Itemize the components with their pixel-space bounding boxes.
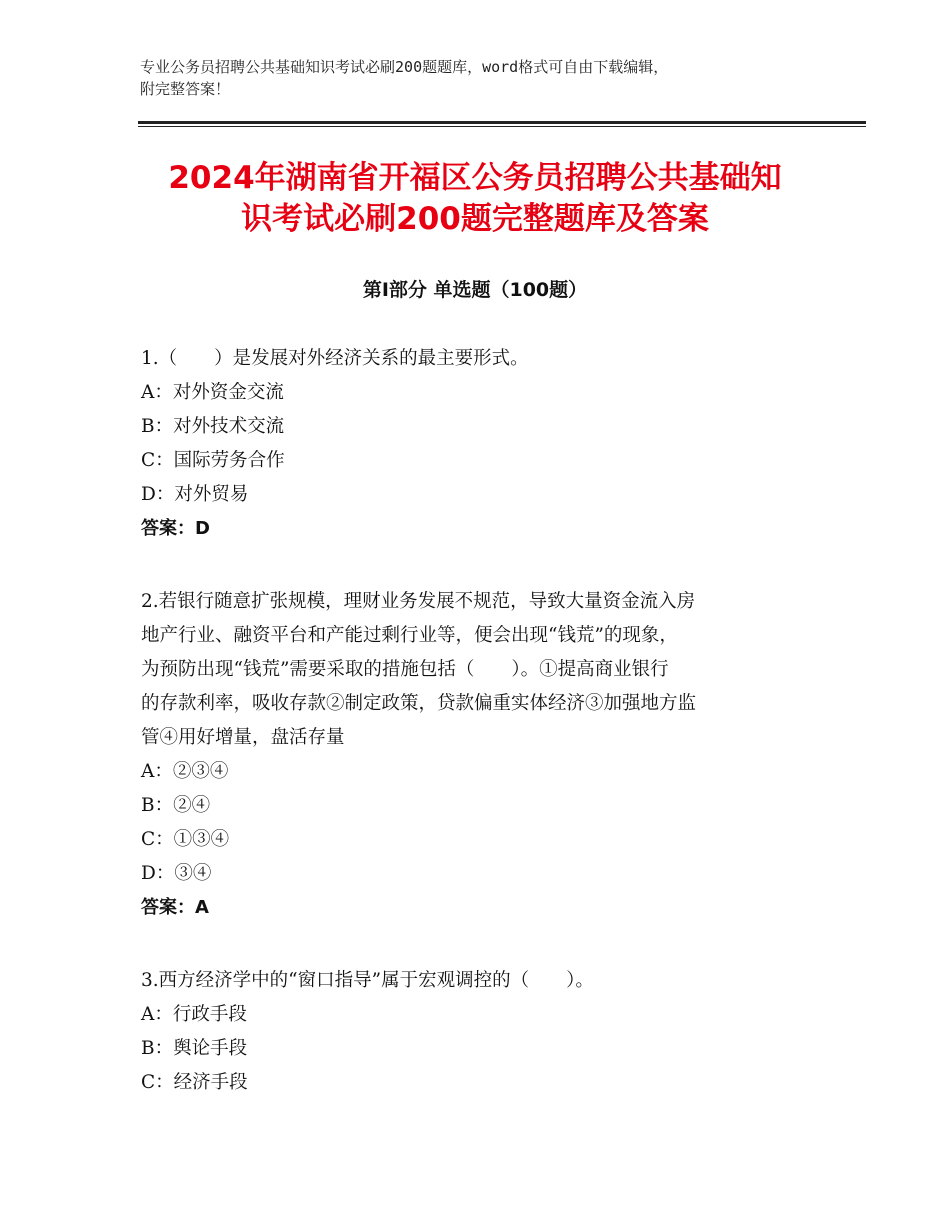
question-1-option-c: C：国际劳务合作 xyxy=(141,450,285,471)
question-1 xyxy=(141,342,801,546)
question-gap xyxy=(141,925,801,964)
section-title: 第Ⅰ部分 单选题（100题） xyxy=(362,279,588,301)
question-2-option-b: B：②④ xyxy=(141,795,211,816)
document-title xyxy=(110,158,840,240)
question-2-option-d: D：③④ xyxy=(141,863,212,884)
question-3-option-c: C：经济手段 xyxy=(141,1072,248,1093)
question-2-stem-line-2: 地产行业、融资平台和产能过剩行业等，便会出现“钱荒”的现象， xyxy=(141,625,678,646)
question-1-option-d: D：对外贸易 xyxy=(141,484,249,505)
question-3-option-a: A：行政手段 xyxy=(141,1004,247,1025)
question-2-option-a: A：②③④ xyxy=(141,761,229,782)
header-note xyxy=(140,56,820,100)
document-title-line-2: 识考试必刷200题完整题库及答案 xyxy=(241,201,709,237)
document-title-line-1: 2024年湖南省开福区公务员招聘公共基础知 xyxy=(168,160,782,196)
header-rule-thin xyxy=(138,126,866,127)
question-2-stem-line-3: 为预防出现“钱荒”需要采取的措施包括（ ）。①提高商业银行 xyxy=(141,659,669,680)
header-note-line-1: 专业公务员招聘公共基础知识考试必刷200题题库，word格式可自由下载编辑， xyxy=(140,58,669,76)
question-2-answer: 答案：A xyxy=(141,897,209,918)
question-2-stem-line-4: 的存款利率，吸收存款②制定政策，贷款偏重实体经济③加强地方监 xyxy=(141,693,697,714)
question-1-stem: 1.（ ）是发展对外经济关系的最主要形式。 xyxy=(141,348,529,369)
question-list xyxy=(141,342,801,1100)
question-1-option-a: A：对外资金交流 xyxy=(141,382,284,403)
question-2-stem-line-1: 2.若银行随意扩张规模，理财业务发展不规范，导致大量资金流入房 xyxy=(141,591,696,612)
question-2-stem-line-5: 管④用好增量，盘活存量 xyxy=(141,727,345,748)
header-note-line-2: 附完整答案！ xyxy=(140,80,231,98)
question-2 xyxy=(141,585,801,925)
question-1-answer: 答案：D xyxy=(141,518,210,539)
header-rule-thick xyxy=(138,121,866,124)
question-3-option-b: B：舆论手段 xyxy=(141,1038,248,1059)
question-2-option-c: C：①③④ xyxy=(141,829,230,850)
question-1-option-b: B：对外技术交流 xyxy=(141,416,285,437)
question-3-stem: 3.西方经济学中的“窗口指导”属于宏观调控的（ ）。 xyxy=(141,970,594,991)
question-3 xyxy=(141,964,801,1100)
question-gap xyxy=(141,546,801,585)
